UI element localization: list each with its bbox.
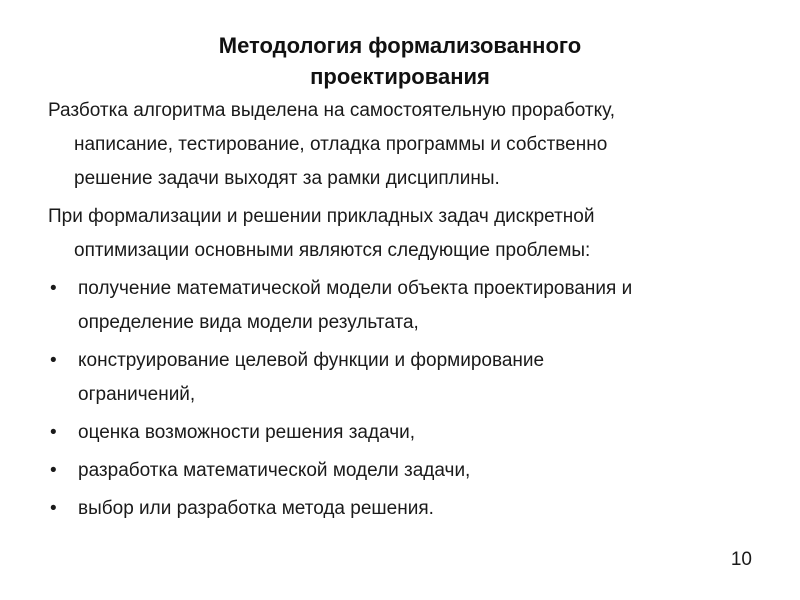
list-item-line: ограничений,: [78, 384, 196, 405]
paragraph-line: При формализации и решении прикладных задач дискретной: [48, 206, 595, 227]
paragraph-problems-intro: [48, 200, 768, 268]
list-item-line: разработка математической модели задачи,: [78, 460, 471, 481]
list-item: [48, 344, 768, 412]
list-item-line: выбор или разработка метода решения.: [78, 498, 434, 519]
paragraph-line: оптимизации основными являются следующие проблемы:: [74, 240, 591, 261]
paragraph-line: Разботка алгоритма выделена на самостоятельную проработку,: [48, 100, 615, 121]
bullet-icon: •: [50, 460, 57, 481]
list-item-line: конструирование целевой функции и формирование: [78, 350, 545, 371]
problems-list: [48, 272, 768, 526]
list-item-line: определение вида модели результата,: [78, 312, 419, 333]
paragraph-line: решение задачи выходят за рамки дисциплины.: [74, 168, 500, 189]
slide-title-line-1: Методология формализованного: [218, 33, 582, 58]
slide-title-line-2: проектирования: [310, 64, 490, 89]
bullet-icon: •: [50, 278, 57, 299]
paragraph-line: написание, тестирование, отладка программы и собственно: [74, 134, 608, 155]
list-item: [48, 272, 768, 340]
bullet-icon: •: [50, 350, 57, 371]
list-item-line: оценка возможности решения задачи,: [78, 422, 416, 443]
page-number: 10: [730, 549, 752, 570]
slide-title: [0, 30, 800, 92]
bullet-icon: •: [50, 498, 57, 519]
list-item-line: получение математической модели объекта проектирования и: [78, 278, 633, 299]
paragraph-algorithm: [48, 94, 768, 196]
list-item: [48, 492, 768, 526]
list-item: [48, 454, 768, 488]
list-item: [48, 416, 768, 450]
bullet-icon: •: [50, 422, 57, 443]
slide-body: [48, 94, 768, 530]
